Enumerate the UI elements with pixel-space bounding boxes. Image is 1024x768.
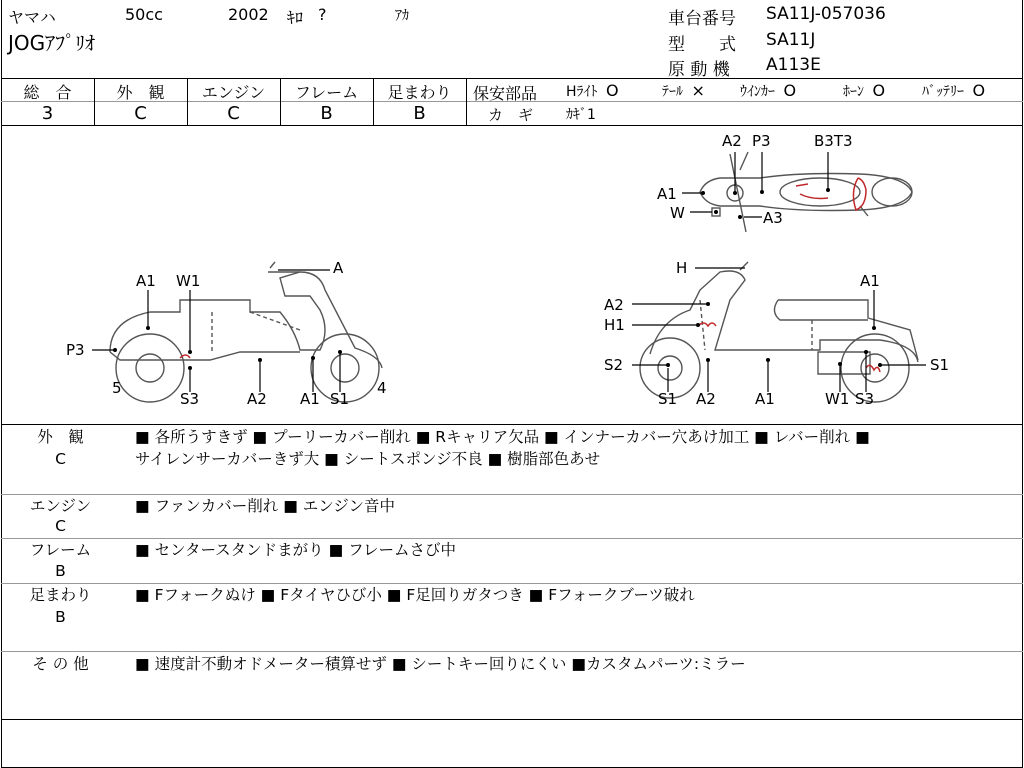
safety-horn bbox=[843, 81, 885, 101]
safety-horn-status: O bbox=[872, 81, 886, 100]
safety-winker-name: ｳｲﾝｶｰ bbox=[740, 84, 775, 100]
damage-marks bbox=[180, 178, 880, 372]
color-unknown: ? bbox=[318, 5, 327, 24]
safety-tail bbox=[662, 81, 705, 101]
label-right-a1-bottom: A1 bbox=[755, 390, 775, 408]
label-left-s3: S3 bbox=[180, 390, 200, 408]
grade-engine-label: エンジン bbox=[201, 83, 266, 102]
label-left-s1: S1 bbox=[330, 390, 350, 408]
scooter-diagram bbox=[0, 126, 1024, 424]
grade-exterior-value: C bbox=[134, 103, 147, 124]
grade-table-top bbox=[1, 78, 1023, 79]
safety-label: 保安部品 bbox=[473, 84, 538, 103]
displacement: 50cc bbox=[125, 5, 163, 24]
label-left-4: 4 bbox=[377, 379, 387, 397]
grade-total-label: 総 合 bbox=[23, 83, 72, 102]
safety-battery-status: O bbox=[972, 81, 986, 100]
grade-frame-value: B bbox=[320, 103, 333, 124]
label-right-a2: A2 bbox=[604, 296, 624, 314]
frame-number-label: 車台番号 bbox=[668, 9, 736, 29]
notes-engine-grade: C bbox=[55, 517, 66, 535]
label-left-w1: W1 bbox=[176, 272, 201, 290]
notes-other-line-1: ■ 速度計不動オドメーター積算せず ■ シートキー回りにくい ■カスタムパーツ:ミラー bbox=[135, 655, 746, 673]
safety-horn-name: ﾎｰﾝ bbox=[843, 84, 864, 100]
notes-engine-line-1: ■ ファンカバー削れ ■ エンジン音中 bbox=[135, 497, 395, 515]
label-right-s1: S1 bbox=[930, 356, 950, 374]
label-left-5: 5 bbox=[112, 379, 122, 397]
color-value: ｱｶ bbox=[395, 8, 409, 24]
label-top-a3: A3 bbox=[763, 209, 783, 227]
notes-exterior-line-2: サイレンサーカバーきず大 ■ シートスポンジ不良 ■ 樹脂部色あせ bbox=[135, 450, 601, 468]
notes-frame-grade: B bbox=[55, 562, 66, 580]
label-right-h1: H1 bbox=[604, 316, 625, 334]
safety-tail-name: ﾃｰﾙ bbox=[662, 84, 683, 100]
label-right-h: H bbox=[676, 259, 688, 277]
diagram-bottom bbox=[1, 424, 1023, 425]
safety-battery bbox=[922, 81, 985, 101]
notes-engine-category: エンジン bbox=[29, 497, 92, 515]
notes-exterior-grade: C bbox=[55, 450, 66, 468]
notes-divider-4 bbox=[1, 651, 1023, 652]
label-right-a1: A1 bbox=[860, 272, 880, 290]
label-top-b3t3: B3T3 bbox=[814, 132, 853, 150]
grade-frame-label: フレーム bbox=[294, 83, 359, 102]
label-left-a2: A2 bbox=[247, 390, 267, 408]
label-right-w1: W1 bbox=[825, 390, 850, 408]
safety-mid bbox=[467, 101, 1023, 102]
label-right-s1-bottom: S1 bbox=[658, 390, 678, 408]
notes-suspension-line-1: ■ Fフォークぬけ ■ Fタイヤひび小 ■ F足回りガタつき ■ Fフォークブーツ破れ bbox=[135, 586, 695, 604]
grade-suspension-label: 足まわり bbox=[387, 83, 452, 102]
frame-number-value: SA11J-057036 bbox=[766, 4, 886, 24]
safety-winker-status: O bbox=[783, 81, 797, 100]
safety-battery-name: ﾊﾞｯﾃﾘｰ bbox=[922, 84, 964, 100]
label-top-a2: A2 bbox=[722, 132, 742, 150]
type-value: SA11J bbox=[766, 30, 816, 50]
leader-lines bbox=[92, 152, 926, 392]
grade-suspension-value: B bbox=[413, 103, 426, 124]
maker: ヤマハ bbox=[8, 8, 56, 27]
safety-winker bbox=[740, 81, 796, 101]
safety-headlight bbox=[566, 81, 619, 101]
label-right-s3: S3 bbox=[855, 390, 875, 408]
label-top-w: W bbox=[670, 204, 685, 222]
grade-exterior-label: 外 観 bbox=[116, 83, 165, 102]
notes-suspension-category: 足まわり bbox=[29, 586, 92, 604]
color-label: ｷﾛ bbox=[287, 8, 304, 27]
model-name: JOGｱﾌﾟﾘｵ bbox=[8, 31, 96, 55]
key-label: カ ギ bbox=[488, 106, 534, 124]
engine-label: 原 動 機 bbox=[668, 60, 730, 80]
top-view-scooter bbox=[700, 152, 912, 232]
safety-headlight-status: O bbox=[605, 81, 619, 100]
notes-exterior-category: 外 観 bbox=[37, 428, 84, 446]
notes-frame-line-1: ■ センタースタンドまがり ■ フレームさび中 bbox=[135, 541, 457, 559]
notes-bottom bbox=[1, 719, 1023, 720]
notes-other-category: そ の 他 bbox=[32, 655, 89, 673]
label-right-s2: S2 bbox=[604, 356, 624, 374]
notes-frame-category: フレーム bbox=[29, 541, 92, 559]
type-label: 型 式 bbox=[668, 35, 736, 55]
label-left-a1: A1 bbox=[136, 272, 156, 290]
label-top-p3: P3 bbox=[752, 132, 771, 150]
label-left-a1-bottom: A1 bbox=[300, 390, 320, 408]
engine-value: A113E bbox=[766, 55, 821, 75]
label-left-a: A bbox=[333, 259, 344, 277]
grade-engine-value: C bbox=[227, 103, 240, 124]
label-right-a2-bottom: A2 bbox=[696, 390, 716, 408]
safety-headlight-name: Hﾗｲﾄ bbox=[566, 84, 598, 100]
key-value: ｶｷﾞ1 bbox=[566, 107, 596, 123]
notes-exterior-line-1: ■ 各所うすきず ■ プーリーカバー削れ ■ Rキャリア欠品 ■ インナーカバー穴あけ加工 ■ レバー削れ ■ bbox=[135, 428, 870, 446]
notes-suspension-grade: B bbox=[55, 608, 66, 626]
year: 2002 bbox=[228, 5, 269, 24]
label-top-a1: A1 bbox=[657, 185, 677, 203]
safety-tail-status: × bbox=[691, 81, 705, 100]
grade-divider-5 bbox=[466, 78, 467, 125]
grade-total-value: 3 bbox=[41, 103, 54, 124]
label-left-p3: P3 bbox=[66, 341, 85, 359]
